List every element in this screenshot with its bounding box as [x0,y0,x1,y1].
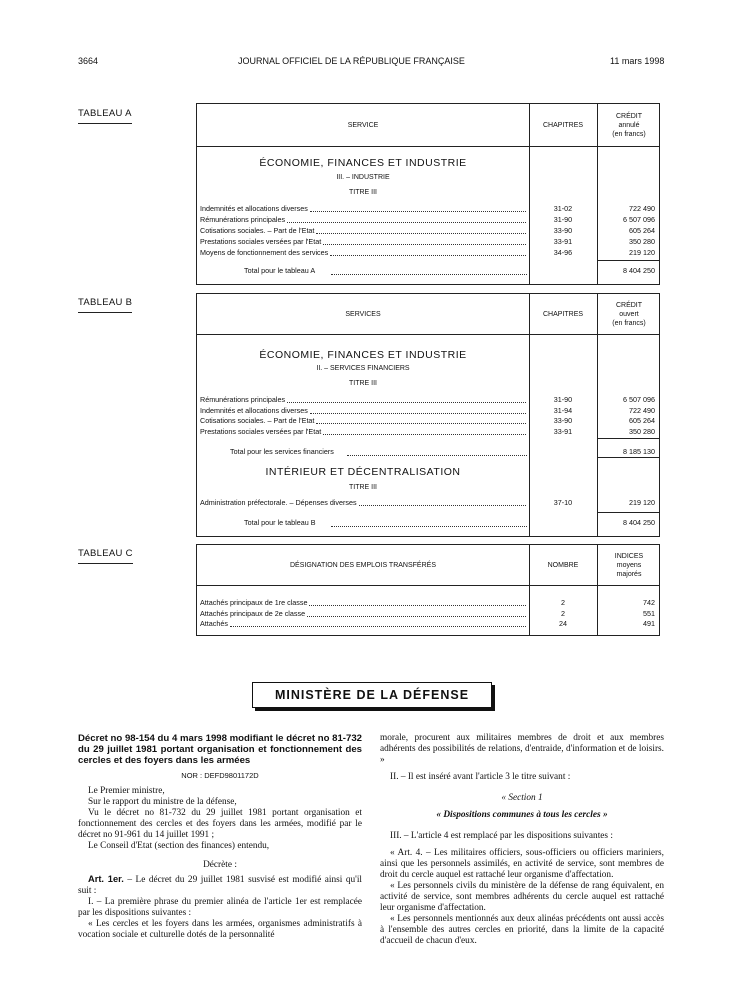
titre-label: TITRE III [349,380,377,387]
row-label: Moyens de fonctionnement des services [200,248,329,257]
decree-para: Le Premier ministre, [88,786,165,796]
row-chapitre: 37-10 [553,498,573,507]
row-indice: 491 [643,619,655,628]
titre2-label: TITRE III [349,484,377,491]
table-row [200,395,526,405]
decree-para: morale, procurent aux militaires membres de droit et aux membres adhérents des possibilités de relations, d'entraide, d'information et de loisirs. » [380,733,664,765]
row-label: Administration préfectorale. – Dépenses diverses [200,498,357,507]
article-1: Art. 1er. – Le décret du 29 juillet 1981 susvisé est modifié ainsi qu'il suit : [78,874,362,896]
titre-label: TITRE III [349,189,377,196]
leader-dots [287,402,526,403]
section-title: « Dispositions communes à tous les cercles » [436,810,608,820]
leader-dots [323,244,526,245]
col-services-header: SERVICES [345,311,381,318]
subtotal-amount: 8 185 130 [623,447,655,456]
row-label: Cotisations sociales. – Part de l'Etat [200,416,315,425]
leader-dots [309,605,526,606]
row-label: Indemnités et allocations diverses [200,204,308,213]
table-row [200,237,526,247]
decree-para: III. – L'article 4 est remplacé par les dispositions suivantes : [390,831,613,841]
decrete-label: Décrète : [203,860,237,870]
total-amount: 8 404 250 [623,518,655,527]
row-nombre: 2 [561,598,565,607]
leader-dots [230,626,526,627]
tableau-c-label: TABLEAU C [78,548,133,559]
row-indice: 742 [643,598,655,607]
row-label: Attachés principaux de 2e classe [200,608,306,618]
row-label: Rémunérations principales [200,395,286,404]
decree-right-column [380,733,664,947]
subtotal-label: Total pour les services financiers [230,447,334,456]
row-nombre: 2 [561,608,565,618]
decree-para: « Art. 4. – Les militaires officiers, sous-officiers ou officiers mariniers, ainsi que les personnels assimilés, en activité de service, sont membres de droit du cercle auquel est rattaché leur organisme d'affectation. [380,848,664,880]
decree-para: « Les personnels civils du ministère de la défense de rang équivalent, en activité de service, sont membres adhérents du cercle auquel est rattaché leur organisme d'affectation. [380,881,664,913]
decree-title: Décret no 98-154 du 4 mars 1998 modifiant le décret no 81-732 du 29 juillet 1981 portant organisation et fonctionnement des cercles et des foyers dans les armées [78,733,362,766]
page-number: 3664 [78,56,99,66]
table-row [200,215,526,225]
decree-para: Vu le décret no 81-732 du 29 juillet 1981 portant organisation et fonctionnement des cercles et des foyers dans les armées, modifié par le décret no 91-961 du 14 juillet 1991 ; [78,808,362,840]
decree-para: « Les personnels mentionnés aux deux alinéas précédents ont aussi accès à l'ensemble des autres cercles en priorité, dans la limite de la capacité d'accueil de chacun d'eux. [380,914,664,946]
row-label: Prestations sociales versées par l'Etat [200,426,322,436]
col-chapitres-header: CHAPITRES [542,311,584,318]
table-row [200,598,526,608]
section-title: ÉCONOMIE, FINANCES ET INDUSTRIE [259,157,467,169]
table-row [200,427,526,437]
leader-dots [323,434,526,435]
section-label: « Section 1 [501,793,543,803]
journal-title: JOURNAL OFFICIEL DE LA RÉPUBLIQUE FRANÇAISE [238,56,465,66]
row-chapitre: 33-90 [553,226,573,235]
row-amount: 722 490 [629,204,655,213]
row-chapitre: 33-90 [553,416,573,425]
leader-dots [310,211,526,212]
row-label: Rémunérations principales [200,215,286,224]
table-row [200,226,526,236]
table-row [200,204,526,214]
table-row [200,248,526,258]
decree-para: II. – Il est inséré avant l'article 3 le titre suivant : [390,772,571,782]
decree-para: I. – La première phrase du premier alinéa de l'article 1er est remplacée par les dispositions suivantes : [78,897,362,918]
row-amount: 219 120 [629,248,655,257]
tableau-b-label: TABLEAU B [78,297,133,308]
section-subtitle: II. – SERVICES FINANCIERS [316,365,410,372]
table-row [200,416,526,426]
table-row [200,498,526,508]
row-amount: 350 280 [629,426,655,436]
row-nombre: 24 [559,619,567,628]
tableau-b [196,293,660,537]
total-label: Total pour le tableau A [244,266,316,275]
row-label: Indemnités et allocations diverses [200,405,308,415]
section-title: ÉCONOMIE, FINANCES ET INDUSTRIE [259,349,467,361]
leader-dots [307,616,526,617]
row-chapitre: 34-96 [553,248,573,257]
row-amount: 350 280 [629,237,655,246]
leader-dots [359,505,526,506]
ministry-banner: MINISTÈRE DE LA DÉFENSE [252,682,492,708]
leader-dots [287,222,526,223]
leader-dots [316,233,526,234]
tableau-c [196,544,660,636]
leader-dots [330,255,526,256]
row-label: Attachés principaux de 1re classe [200,598,308,607]
row-chapitre: 33-91 [553,426,573,436]
row-label: Prestations sociales versées par l'Etat [200,237,322,246]
leader-dots [316,423,526,424]
row-chapitre: 31-90 [553,215,573,224]
col-designation-header: DÉSIGNATION DES EMPLOIS TRANSFÉRÉS [290,562,436,569]
table-row [200,406,526,416]
decree-para: Le Conseil d'Etat (section des finances) entendu, [88,841,270,851]
row-amount: 6 507 096 [623,215,655,224]
row-amount: 219 120 [629,498,655,507]
col-nombre-header: NOMBRE [547,562,579,569]
col-service-header: SERVICE [347,122,379,129]
section-subtitle: III. – INDUSTRIE [336,174,390,181]
total-label: Total pour le tableau B [244,518,316,527]
total-amount: 8 404 250 [623,266,655,275]
row-chapitre: 31-94 [553,405,573,415]
row-amount: 6 507 096 [623,395,655,404]
row-label: Cotisations sociales. – Part de l'Etat [200,226,315,235]
tableau-a-label: TABLEAU A [78,108,132,119]
decree-para: « Les cercles et les foyers dans les armées, organismes administratifs à vocation sociale et culturelle dotés de la personnalité [78,919,362,940]
table-row [200,609,526,619]
row-chapitre: 31-90 [553,395,573,404]
row-chapitre: 31-02 [553,204,573,213]
col-credit-header: CRÉDIT ouvert (en francs) [612,302,646,327]
row-label: Attachés [200,619,228,628]
col-chapitres-header: CHAPITRES [542,122,584,129]
col-credit-header: CRÉDIT annulé (en francs) [612,113,646,138]
issue-date: 11 mars 1998 [610,56,665,66]
section2-title: INTÉRIEUR ET DÉCENTRALISATION [265,466,461,478]
row-amount: 605 264 [629,226,655,235]
row-amount: 605 264 [629,416,655,425]
col-indices-header: INDICES moyens majorés [614,553,644,578]
tableau-a [196,103,660,285]
decree-left-column [78,733,362,941]
row-indice: 551 [643,608,655,618]
decree-para: Sur le rapport du ministre de la défense, [88,797,237,807]
row-chapitre: 33-91 [553,237,573,246]
nor-reference: NOR : DEFD9801172D [181,771,259,780]
table-row [200,619,526,629]
row-amount: 722 490 [629,405,655,415]
leader-dots [310,413,526,414]
